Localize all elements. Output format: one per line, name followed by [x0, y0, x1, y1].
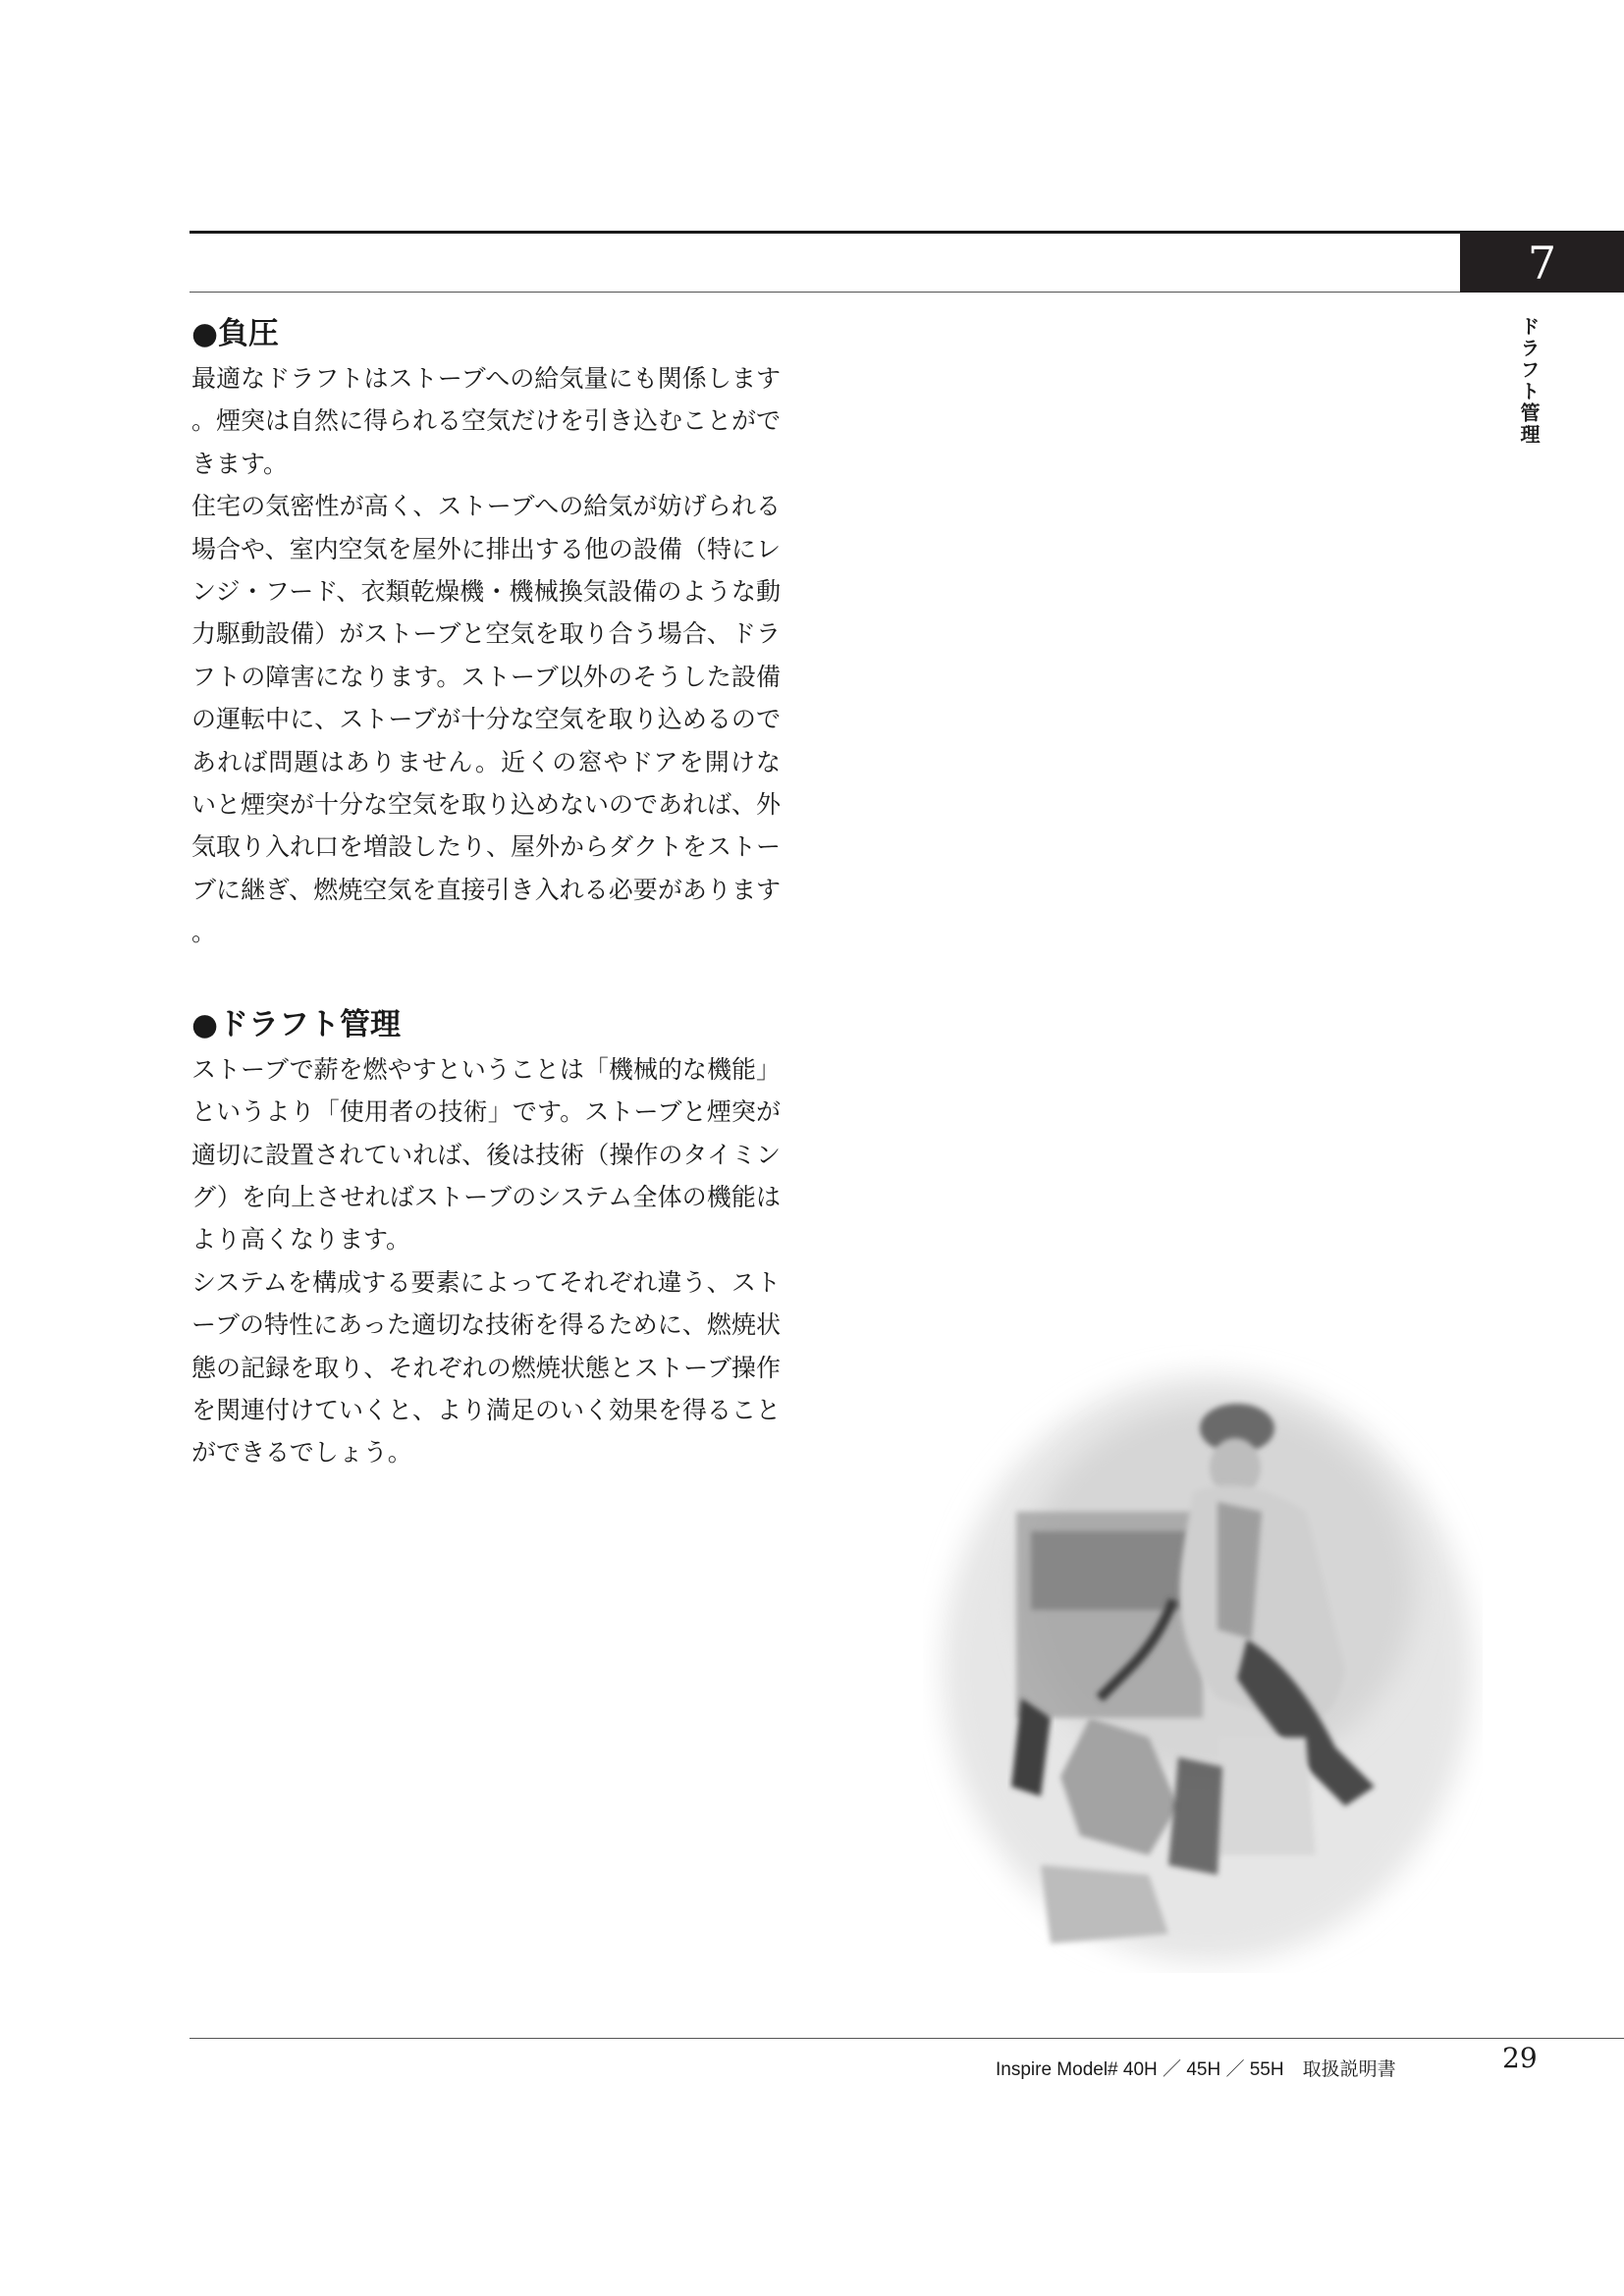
- header-rule-bottom: [189, 292, 1624, 293]
- section-draft-management: [191, 1001, 781, 1474]
- header-rule-top: [189, 231, 1624, 234]
- manual-title: Inspire Model# 40H ／ 45H ／ 55H 取扱説明書: [996, 2059, 1396, 2080]
- chapter-number-tab: [1460, 233, 1624, 293]
- paragraph: ストーブで薪を燃やすということは「機械的な機能」というより「使用者の技術」です。ストーブと煙突が適切に設置されていれば、後は技術（操作のタイミング）を向上させればストーブのシステム全体の機能はより高くなります。: [191, 1054, 781, 1255]
- footer-rule: [189, 2038, 1624, 2039]
- chapter-side-title: ドラフト管理: [1517, 316, 1541, 446]
- wood-splitting-illustration: [923, 1345, 1483, 1973]
- section-heading: ●ドラフト管理: [191, 1006, 402, 1042]
- section-heading: ●負圧: [191, 316, 280, 351]
- main-content: [191, 310, 781, 1474]
- page-number: 29: [1502, 2042, 1538, 2074]
- paragraph: 最適なドラフトはストーブへの給気量にも関係します。煙突は自然に得られる空気だけを引き込むことができます。: [191, 364, 782, 478]
- chapter-number: 7: [1527, 236, 1557, 290]
- section-negative-pressure: [191, 310, 781, 954]
- paragraph: 住宅の気密性が高く、ストーブへの給気が妨げられる場合や、室内空気を屋外に排出する他の設備（特にレンジ・フード、衣類乾燥機・機械換気設備のような動力駆動設備）がストーブと空気を取り合う場合、ドラフトの障害になります。ストーブ以外のそうした設備の運転中に、ストーブが十分な空気を取り込めるのであれば問題はありません。近くの窓やドアを開けないと煙突が十分な空気を取り込めないのであれば、外気取り入れ口を増設したり、屋外からダクトをストーブに継ぎ、燃焼空気を直接引き入れる必要があります。: [191, 492, 782, 947]
- paragraph: システムを構成する要素によってそれぞれ違う、ストーブの特性にあった適切な技術を得るために、燃焼状態の記録を取り、それぞれの燃焼状態とストーブ操作を関連付けていくと、より満足のいく効果を得ることができるでしょう。: [191, 1267, 782, 1468]
